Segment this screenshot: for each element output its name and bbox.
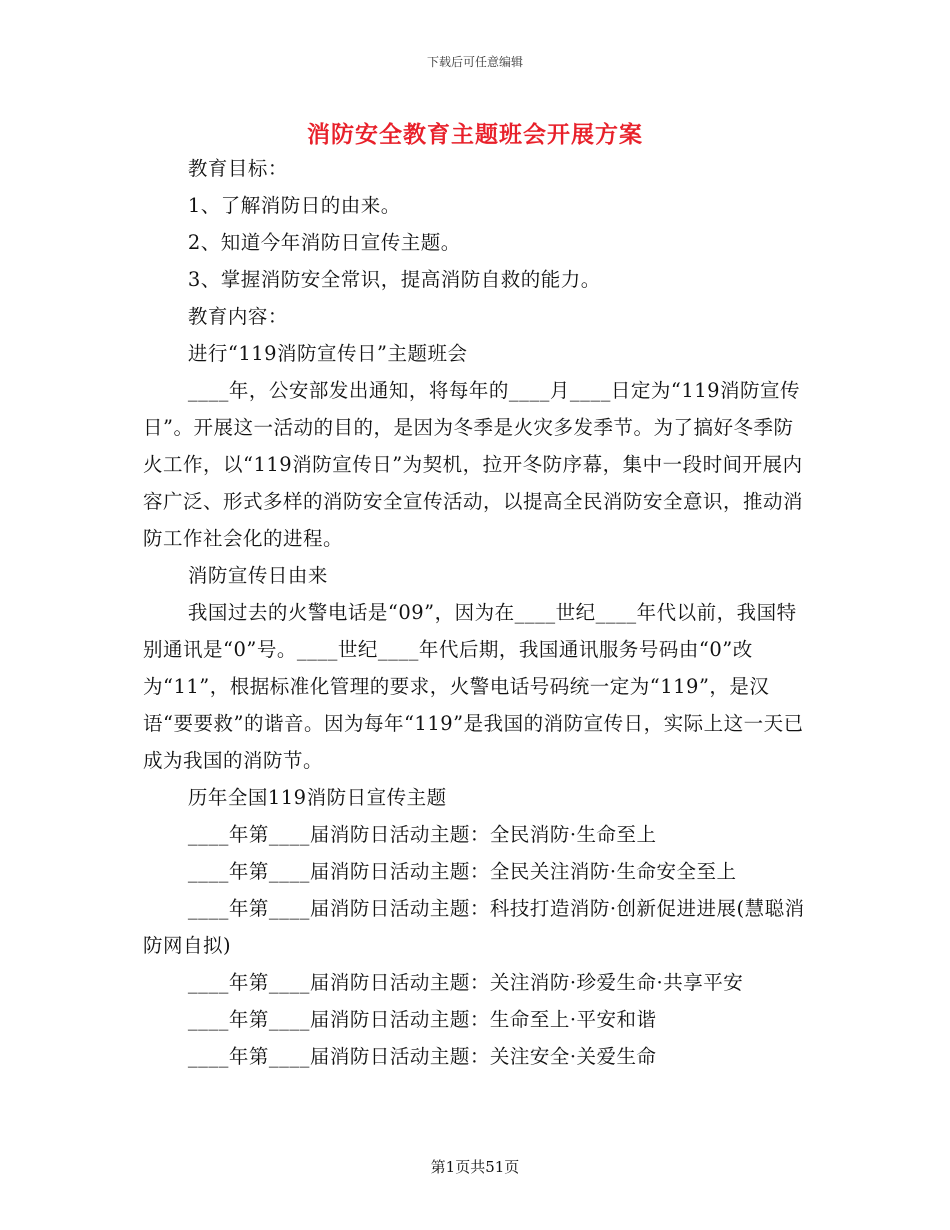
document-title: 消防安全教育主题班会开展方案 — [307, 121, 643, 148]
paragraph-goal-3: 3、掌握消防安全常识，提高消防自救的能力。 — [187, 268, 601, 291]
header-note: 下载后可任意编辑 — [426, 55, 523, 69]
paragraph-notice: ____年，公安部发出通知，将每年的____月____日定为“119消防宣传日”。开展这一活动的目的，是因为冬季是火灾多发季节。为了搞好冬季防火工作，以“119消防宣传日”为契机，拉开冬防序幕，集中一段时间开展内容广泛、形式多样的消防安全宣传活动，以提高全民消防安全意识，推动消防工作社会化的进程。 — [143, 379, 804, 550]
paragraph-origin-body: 我国过去的火警电话是“09”，因为在____世纪____年代以前，我国特别通讯是“0”号。____世纪____年代后期，我国通讯服务号码由“0”改为“11”，根据标准化管理的要求，火警电话号码统一定为“119”，是汉语“要要救”的谐音。因为每年“119”是我国的消防宣传日，实际上这一天已成为我国的消防节。 — [143, 601, 804, 772]
paragraph-goal-1: 1、了解消防日的由来。 — [187, 194, 401, 217]
paragraph-theme-6: ____年第____届消防日活动主题：关注安全·关爱生命 — [187, 1045, 657, 1068]
page-footer: 第1页共51页 — [430, 1158, 520, 1176]
paragraph-class-meeting: 进行“119消防宣传日”主题班会 — [187, 342, 468, 365]
paragraph-goal-2: 2、知道今年消防日宣传主题。 — [187, 231, 461, 254]
paragraph-theme-1: ____年第____届消防日活动主题：全民消防·生命至上 — [187, 823, 657, 846]
paragraph-theme-4: ____年第____届消防日活动主题：关注消防·珍爱生命·共享平安 — [187, 971, 744, 994]
paragraph-origin-heading: 消防宣传日由来 — [187, 564, 328, 587]
paragraph-goals-heading: 教育目标： — [187, 157, 288, 180]
document-body — [143, 150, 813, 1075]
paragraph-theme-2: ____年第____届消防日活动主题：全民关注消防·生命安全至上 — [187, 860, 737, 883]
paragraph-theme-3: ____年第____届消防日活动主题：科技打造消防·创新促进进展(慧聪消防网自拟) — [143, 897, 805, 957]
paragraph-content-heading: 教育内容： — [187, 305, 288, 328]
paragraph-theme-5: ____年第____届消防日活动主题：生命至上·平安和谐 — [187, 1008, 657, 1031]
paragraph-themes-heading: 历年全国119消防日宣传主题 — [187, 786, 447, 809]
